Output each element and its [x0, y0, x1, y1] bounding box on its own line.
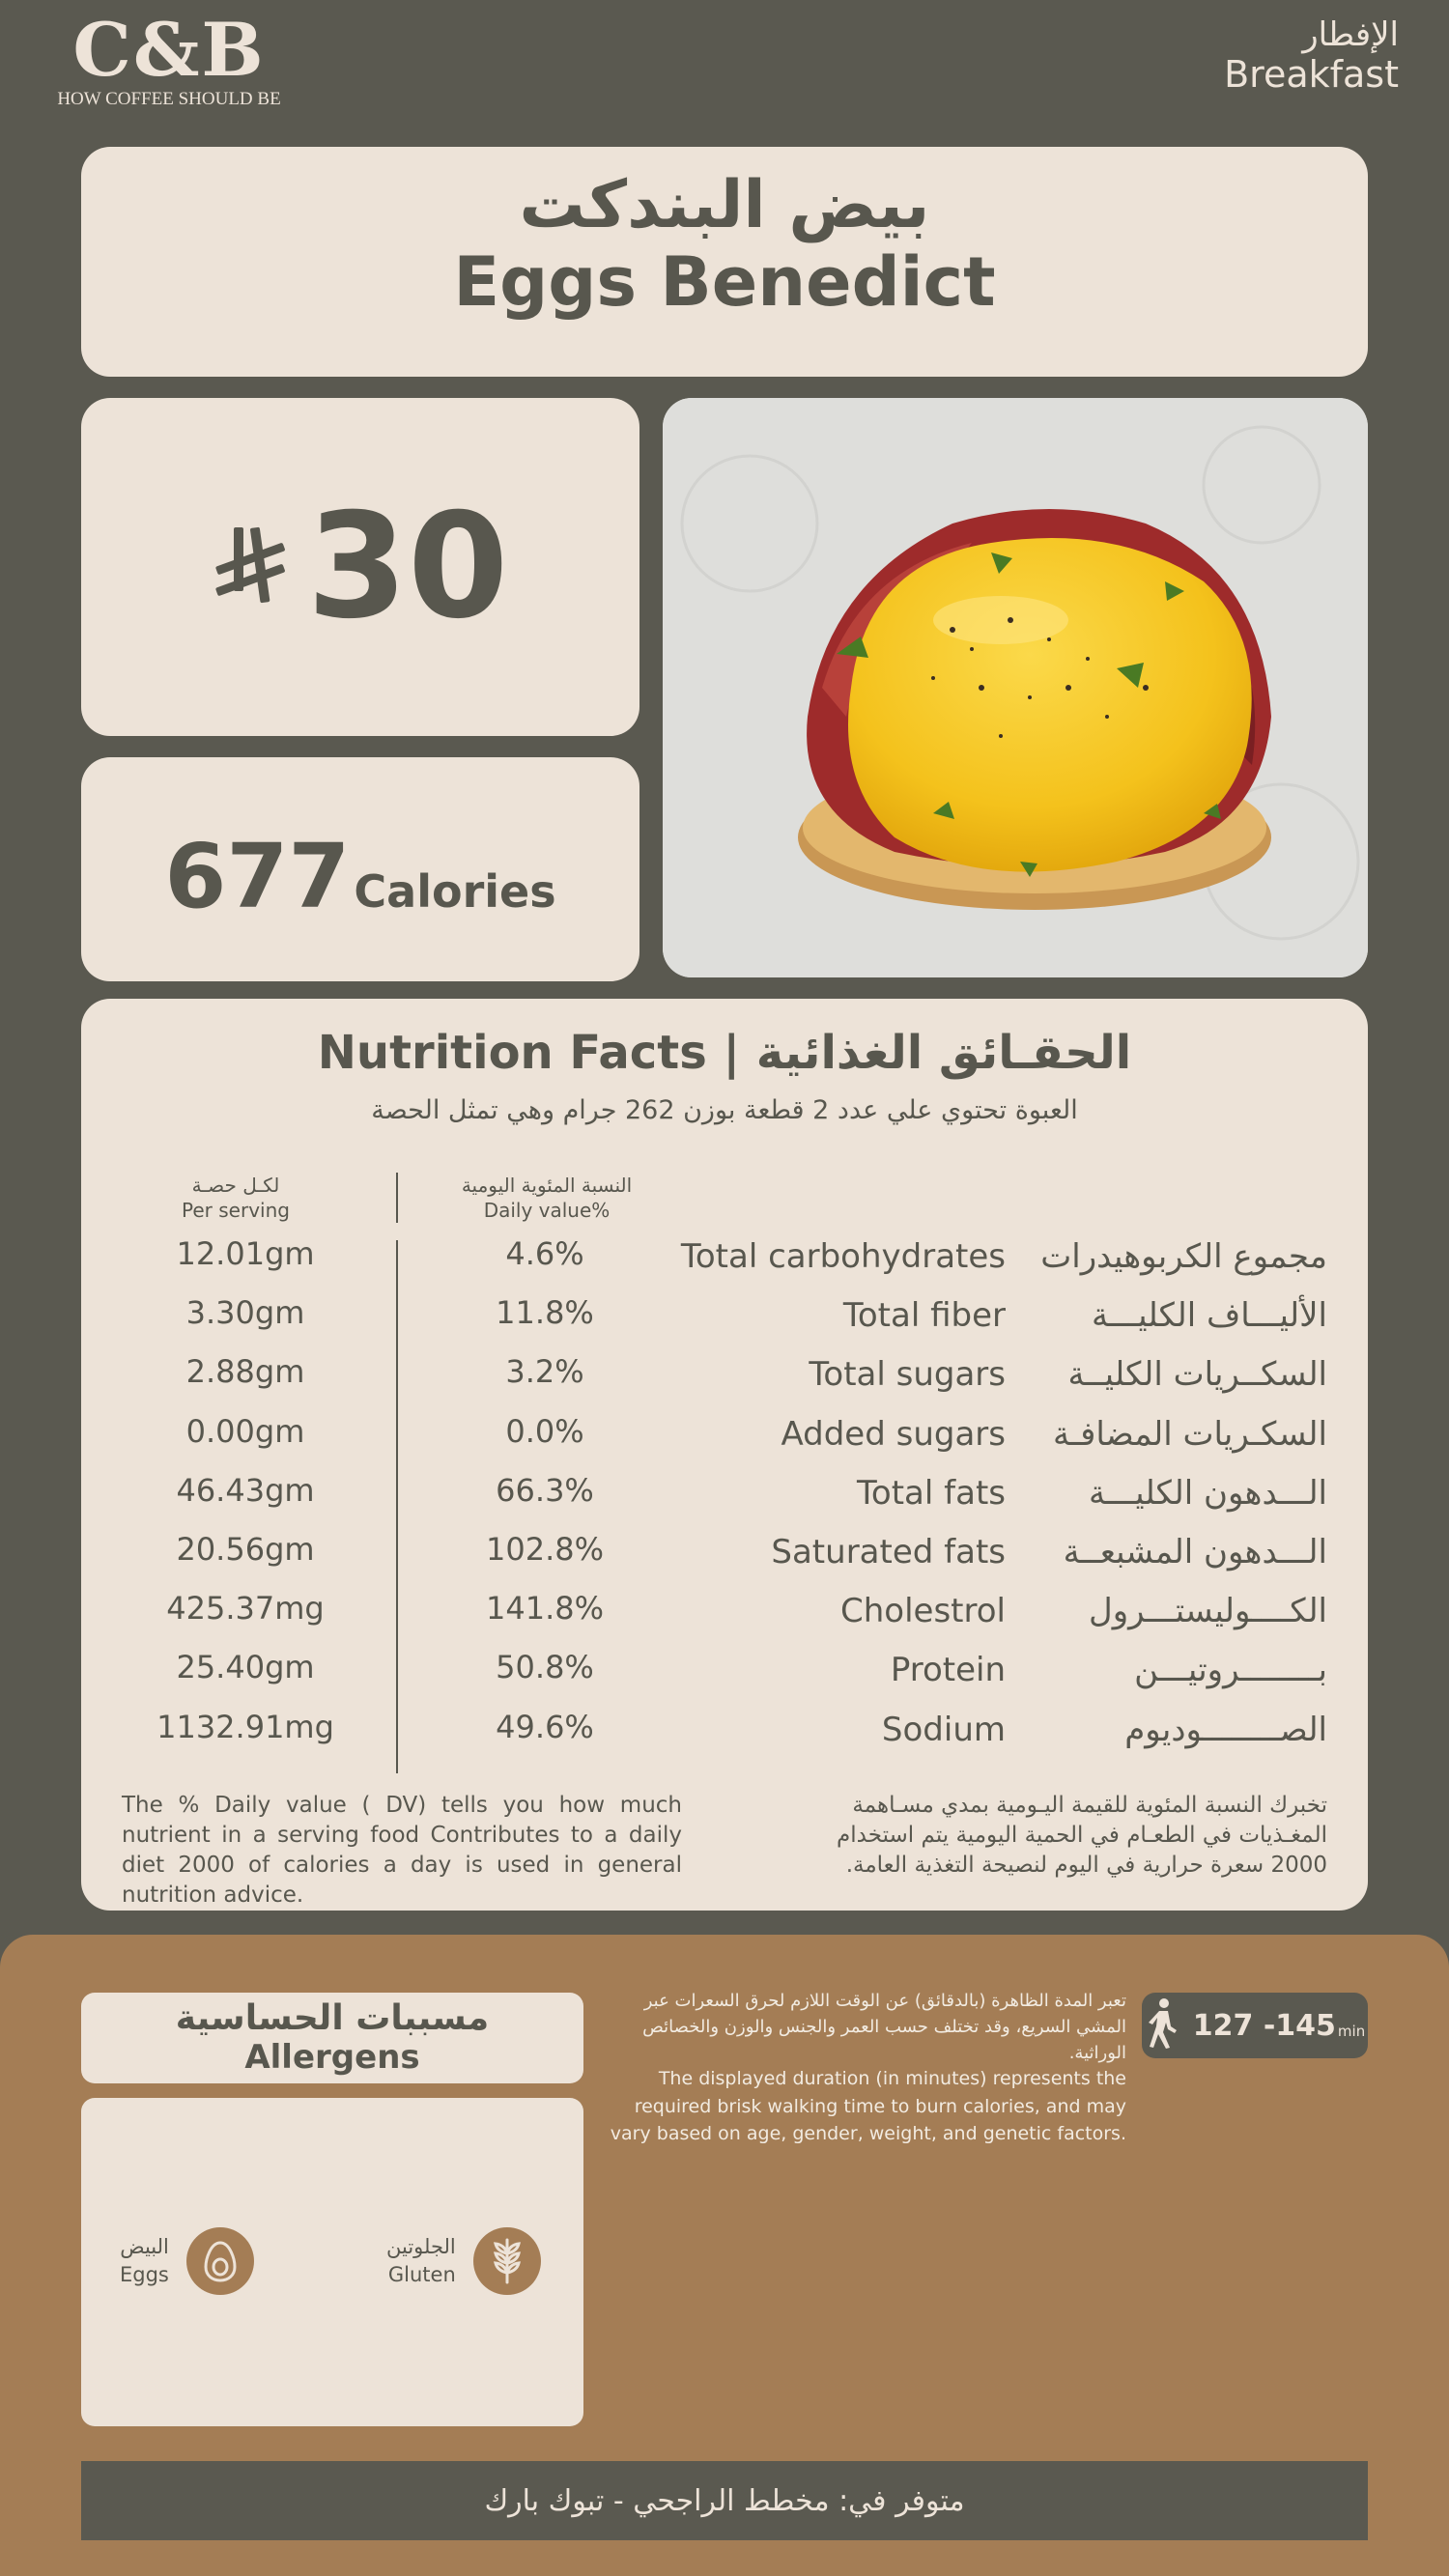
nutrient-name-en: Added sugars [781, 1414, 1006, 1454]
nutrient-daily-value: 66.3% [496, 1471, 594, 1509]
dish-name-ar: بيض البندكت [519, 167, 930, 243]
nutrition-row [81, 1709, 1368, 1769]
nutrient-name-en: Total sugars [809, 1355, 1006, 1395]
walking-time-range: 127 -145 [1192, 2008, 1336, 2043]
nutrient-name-en: Total carbohydrates [680, 1237, 1006, 1276]
nutrient-per-serving: 20.56gm [176, 1531, 315, 1568]
walking-person-icon [1145, 1997, 1179, 2053]
nutrition-row [81, 1472, 1368, 1532]
calories-card [81, 757, 639, 981]
nutrition-row [81, 1413, 1368, 1473]
allergen-label-en: Gluten [387, 2263, 456, 2286]
allergens-list [81, 2098, 583, 2426]
calories-label: Calories [354, 865, 556, 918]
nutrient-per-serving: 2.88gm [185, 1353, 305, 1391]
nutrient-name-en: Protein [890, 1651, 1006, 1690]
nutrient-name-ar: مجموع الكربوهيدرات [1040, 1237, 1327, 1276]
brand-logo [48, 7, 290, 110]
nutrient-per-serving: 425.37mg [166, 1590, 325, 1628]
nutrient-name-en: Total fats [856, 1473, 1006, 1513]
walking-time-unit: min [1337, 2023, 1366, 2040]
riyal-currency-icon [213, 519, 288, 627]
nutrition-row [81, 1649, 1368, 1709]
allergen-item-gluten [386, 2227, 541, 2295]
nutrient-daily-value: 141.8% [485, 1590, 604, 1628]
nutrient-name-en: Cholestrol [840, 1592, 1006, 1631]
nutrient-name-ar: بــــــــروتيـــن [1134, 1651, 1327, 1690]
nutrition-row [81, 1353, 1368, 1413]
nutrient-daily-value: 4.6% [505, 1235, 584, 1272]
price-card [81, 398, 639, 736]
nutrient-per-serving: 25.40gm [176, 1649, 315, 1686]
nutrient-per-serving: 3.30gm [185, 1294, 305, 1332]
egg-icon [186, 2227, 254, 2295]
nutrition-facts-card [81, 999, 1368, 1911]
section-title-ar: الإفطار [1302, 15, 1399, 54]
nutrition-row [81, 1531, 1368, 1591]
daily-value-note-en: The % Daily value ( DV) tells you how much nutrient in a serving food Contributes to a daily diet 2000 of calories a day is used in general nutrition advice. [122, 1793, 682, 1909]
availability-bar: متوفر في: مخطط الراجحي - تبوك بارك [81, 2461, 1368, 2540]
logo-mark: C&B [72, 7, 266, 93]
section-title [1224, 15, 1399, 96]
nutrient-daily-value: 102.8% [485, 1531, 604, 1568]
nutrient-name-ar: الصــــــــوديوم [1124, 1710, 1327, 1749]
nutrient-name-en: Saturated fats [771, 1533, 1006, 1571]
section-title-en: Breakfast [1224, 52, 1399, 96]
allergen-label-en: Eggs [120, 2263, 169, 2286]
walking-note-ar: تعبر المدة الظاهرة (بالدقائق) عن الوقت اللازم لحرق السعرات عبر المشي السريع، وقد تختلف حسب العمر والجنس والوزن والخصائص الوراثية. [642, 1991, 1126, 2063]
nutrient-name-en: Sodium [881, 1710, 1006, 1749]
dish-photo [663, 398, 1368, 977]
column-divider [396, 1173, 398, 1223]
nutrition-row [81, 1590, 1368, 1650]
per-serving-header-en: Per serving [182, 1199, 290, 1222]
nutrient-per-serving: 12.01gm [176, 1235, 315, 1272]
nutrient-daily-value: 50.8% [496, 1649, 594, 1686]
allergen-item-eggs [120, 2227, 254, 2295]
nutrient-name-ar: الكــــوليستـــرول [1089, 1592, 1327, 1631]
nutrient-name-en: Total fiber [842, 1296, 1006, 1336]
allergen-label-ar: الجلوتين [386, 2234, 456, 2258]
daily-value-header-en: Daily value% [483, 1199, 611, 1222]
nutrient-name-ar: الأليـــاف الكليـــة [1092, 1296, 1327, 1336]
nutrition-subtitle: العبوة تحتوي علي عدد 2 قطعة بوزن 262 جرام وهي تمثل الحصة [371, 1095, 1078, 1125]
walking-time-badge [1142, 1993, 1368, 2058]
nutrient-daily-value: 49.6% [496, 1708, 594, 1745]
nutrient-daily-value: 11.8% [496, 1294, 594, 1332]
wheat-icon [473, 2227, 541, 2295]
nutrient-per-serving: 0.00gm [185, 1412, 305, 1450]
logo-tagline: HOW COFFEE SHOULD BE [57, 89, 281, 109]
nutrient-per-serving: 46.43gm [176, 1471, 315, 1509]
nutrient-daily-value: 3.2% [505, 1353, 584, 1391]
nutrition-row [81, 1294, 1368, 1354]
nutrient-daily-value: 0.0% [505, 1412, 584, 1450]
calories-value: 677 [164, 825, 351, 928]
allergens-title-en: Allergens [244, 2038, 420, 2077]
allergen-label-ar: البيض [120, 2234, 169, 2258]
dish-name-en: Eggs Benedict [453, 242, 996, 323]
nutrient-name-ar: الـــدهون الكليـــة [1088, 1473, 1327, 1513]
allergens-title-ar: مسببات الحساسية [175, 1998, 490, 2038]
nutrient-name-ar: الـــدهون المشبعــة [1063, 1533, 1327, 1571]
nutrition-title: Nutrition Facts | الحقـائق الغذائية [317, 1026, 1132, 1080]
daily-value-note-ar: تخبرك النسبة المئوية للقيمة اليـومية بمدي مسـاهمة المغـذيات في الطعـام في الحمية اليومية يتم استخدام 2000 سعرة حرارية في اليوم لنصيحة التغذية العامة. [837, 1793, 1327, 1879]
allergens-header [81, 1993, 583, 2083]
nutrient-name-ar: السكـريات المضافـة [1052, 1414, 1327, 1454]
price-value: 30 [306, 483, 509, 651]
walking-note-en: The displayed duration (in minutes) represents the required brisk walking time to burn calories, and may vary based on age, gender, weight, and genetic factors. [610, 2068, 1126, 2144]
dish-title-card [81, 147, 1368, 377]
nutrition-row [81, 1235, 1368, 1295]
nutrient-per-serving: 1132.91mg [156, 1708, 334, 1745]
daily-value-header-ar: النسبة المئوية اليومية [461, 1174, 633, 1197]
per-serving-header-ar: لكـل حصـة [191, 1174, 280, 1197]
nutrient-name-ar: السكــريات الكليــة [1067, 1355, 1327, 1395]
